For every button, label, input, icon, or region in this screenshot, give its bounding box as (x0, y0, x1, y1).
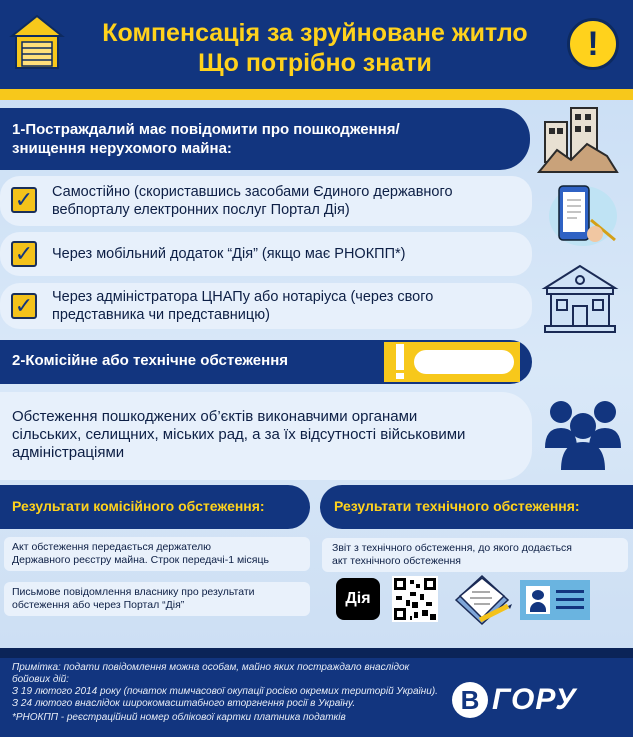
list-item (0, 176, 532, 226)
exclamation-icon (396, 344, 404, 370)
people-group-icon (543, 392, 623, 472)
qr-code-icon (392, 576, 438, 622)
checkbox-checked-icon: ✓ (11, 293, 37, 319)
footnote-line-4: З 24 лютого внаслідок широкомасштабного вторгнення росії в Україну. (12, 698, 356, 709)
documents-pen-icon (450, 570, 514, 626)
warning-banner (384, 342, 520, 382)
checkbox-checked-icon: ✓ (11, 241, 37, 267)
technical-result-item (322, 538, 628, 572)
id-card-line (556, 590, 584, 593)
item2-line-1: Через мобільний додаток “Дія” (якщо має РНОКПП*) (52, 246, 406, 262)
warning-icon: ! (567, 18, 619, 70)
description-line-3: адміністраціями (12, 444, 125, 461)
vgoru-logo (452, 682, 622, 718)
commission-result-item (4, 537, 310, 571)
footer (0, 648, 633, 737)
list-item (0, 232, 532, 276)
checkbox-checked-icon: ✓ (11, 187, 37, 213)
technical-item-line-2: акт технічного обстеження (332, 555, 461, 567)
page-title (60, 18, 570, 78)
section1-heading (0, 108, 530, 170)
commission-results-title: Результати комісійного обстеження: (12, 498, 265, 514)
exclamation-dot (396, 373, 404, 379)
section1-title-line-2: знищення нерухомого майна: (12, 140, 232, 157)
phone-document-icon (543, 180, 621, 250)
section1-title-line-1: 1-Постраждалий має повідомити про пошкодження/ (12, 121, 400, 138)
item3-line-1: Через адміністратора ЦНАПу або нотаріуса (через свого (52, 289, 434, 305)
footer-stripe (0, 648, 633, 658)
id-card-line (556, 598, 584, 601)
description-line-2: сільських, селищних, міських рад, а за їх відсутності військовими (12, 426, 466, 443)
government-building-icon (541, 262, 619, 334)
item3-line-2: представника чи представницю) (52, 307, 270, 323)
commission-item2-line-1: Письмове повідомлення власнику про результати (12, 586, 255, 598)
diia-app-icon: Дія (336, 578, 380, 620)
logo-text: ГОРУ (492, 683, 577, 716)
description-line-1: Обстеження пошкоджених об’єктів виконавчими органами (12, 408, 418, 425)
header (0, 0, 633, 92)
title-line-1: Компенсація за зруйноване житло (102, 19, 528, 47)
header-divider (0, 92, 633, 100)
commission-item2-line-2: обстеження або через Портал “Дія” (12, 599, 185, 611)
id-card-body (530, 602, 546, 612)
technical-item-line-1: Звіт з технічного обстеження, до якого додається (332, 542, 572, 554)
commission-result-item (4, 582, 310, 616)
id-card-line (556, 606, 584, 609)
technical-results-heading (320, 485, 633, 529)
footnote-line-5: *РНОКПП - реєстраційний номер облікової картки платника податків (12, 712, 346, 723)
id-card-icon (520, 580, 590, 620)
item1-line-2: вебпорталу електронних послуг Портал Дія) (52, 202, 350, 218)
title-line-2: Що потрібно знати (198, 49, 432, 77)
section2-description (0, 392, 532, 480)
section2-title: 2-Комісійне або технічне обстеження (12, 352, 289, 369)
banner-field (414, 350, 514, 374)
ruined-building-icon (537, 100, 619, 174)
footnote-line-2: бойових дій: (12, 674, 69, 685)
id-card-head (532, 590, 544, 600)
footnote-line-1: Примітка: подати повідомлення можна особам, майно яких постраждало внаслідок (12, 662, 410, 673)
commission-results-heading (0, 485, 310, 529)
footnote-line-3: З 19 лютого 2014 року (початок тимчасової окупації росією окремих територій України). (12, 686, 438, 697)
commission-item1-line-2: Державного реєстру майна. Строк передачі-1 місяць (12, 554, 269, 566)
garage-house-icon (8, 12, 66, 72)
list-item (0, 283, 532, 329)
technical-results-title: Результати технічного обстеження: (334, 498, 580, 514)
commission-item1-line-1: Акт обстеження передається держателю (12, 541, 211, 553)
item1-line-1: Самостійно (скориставшись засобами Єдиного державного (52, 184, 453, 200)
logo-circle: В (452, 682, 488, 718)
footnote (12, 662, 452, 724)
